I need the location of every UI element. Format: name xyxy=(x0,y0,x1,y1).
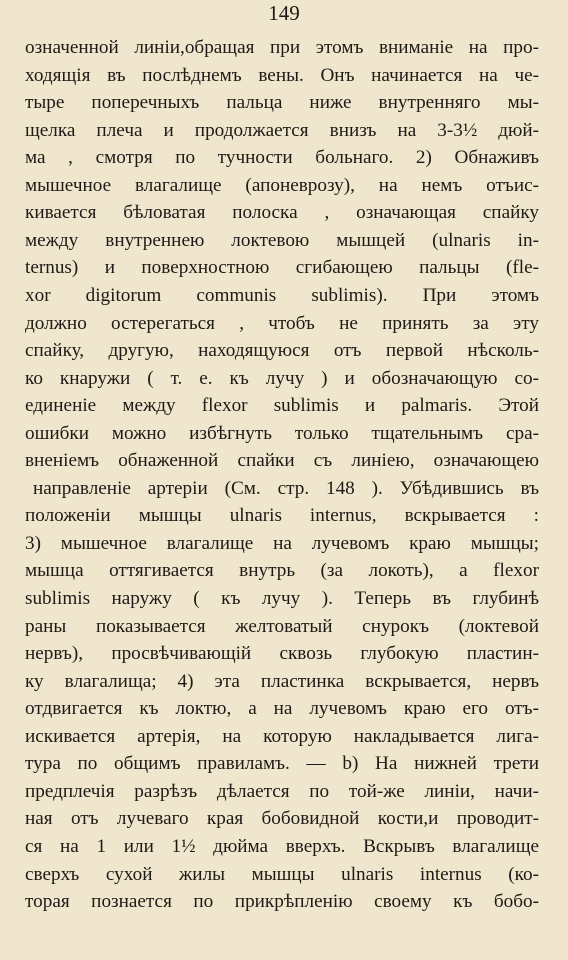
text-line: вненіемъ обнаженной спайки съ линіею, означающею xyxy=(25,450,539,472)
text-line: ная отъ лучеваго края бобовидной кости,и проводит- xyxy=(25,808,539,830)
text-line: направленіе артеріи (См. стр. 148 ). Убѣдившись въ xyxy=(33,477,539,499)
text-line: ошибки можно избѣгнуть только тщательнымъ сра- xyxy=(25,422,539,444)
text-line: искивается артерія, на которую накладывается лига- xyxy=(25,725,539,747)
text-line: 3) мышечное влагалище на лучевомъ краю мышцы; xyxy=(25,532,539,554)
text-line: нервъ), просвѣчивающій сквозь глубокую пластин- xyxy=(25,643,539,665)
text-line: спайку, другую, находящуюся отъ первой нѣсколь- xyxy=(25,340,539,362)
text-line: раны показывается желтоватый снурокъ (локтевой xyxy=(25,615,539,637)
text-line: должно остерегаться , чтобъ не принять за эту xyxy=(25,312,539,334)
text-line: отдвигается къ локтю, а на лучевомъ краю его отъ- xyxy=(25,698,539,720)
page-number: 149 xyxy=(268,1,300,25)
text-line: предплечія разрѣзъ дѣлается по той-же линіи, начи- xyxy=(25,780,539,802)
text-line: сверхъ сухой жилы мышцы ulnaris internus (ко- xyxy=(25,863,539,885)
text-line: торая познается по прикрѣпленію своему къ бобо- xyxy=(25,891,539,913)
text-line: щелка плеча и продолжается внизъ на 3-3½ дюй- xyxy=(25,119,539,141)
text-line: ку влагалища; 4) эта пластинка вскрывается, нервъ xyxy=(25,670,539,692)
text-line: ма , смотря по тучности больнаго. 2) Обнаживъ xyxy=(25,147,539,169)
text-line: ходящія въ послѣднемъ вены. Онъ начинается на че- xyxy=(25,64,539,86)
text-line: между внутреннею локтевою мышцей (ulnaris in- xyxy=(25,229,539,251)
text-line: означенной линіи,обращая при этомъ вниманіе на про- xyxy=(25,37,539,58)
text-line: xor digitorum communis sublimis). При этомъ xyxy=(25,284,539,306)
text-line: тура по общимъ правиламъ. — b) На нижней трети xyxy=(25,753,539,775)
text-line: мышечное влагалище (апоневрозу), на немъ отъис- xyxy=(25,174,539,196)
text-line: единеніе между flexor sublimis и palmaris. Этой xyxy=(25,395,539,417)
text-line: мышца оттягивается внутрь (за локоть), а flexor xyxy=(25,560,539,582)
text-line: ся на 1 или 1½ дюйма вверхъ. Вскрывъ влагалище xyxy=(25,835,539,857)
text-line: sublimis наружу ( къ лучу ). Теперь въ глубинѣ xyxy=(25,588,539,609)
text-line: кивается бѣловатая полоска , означающая спайку xyxy=(25,202,539,224)
text-line: тыре поперечныхъ пальца ниже внутренняго мы- xyxy=(25,92,539,114)
text-line: ternus) и поверхностною сгибающею пальцы (fle- xyxy=(25,257,539,279)
text-line: положеніи мышцы ulnaris internus, вскрывается : xyxy=(25,505,539,527)
text-line: ко кнаружи ( т. е. къ лучу ) и обозначающую со- xyxy=(25,367,539,389)
